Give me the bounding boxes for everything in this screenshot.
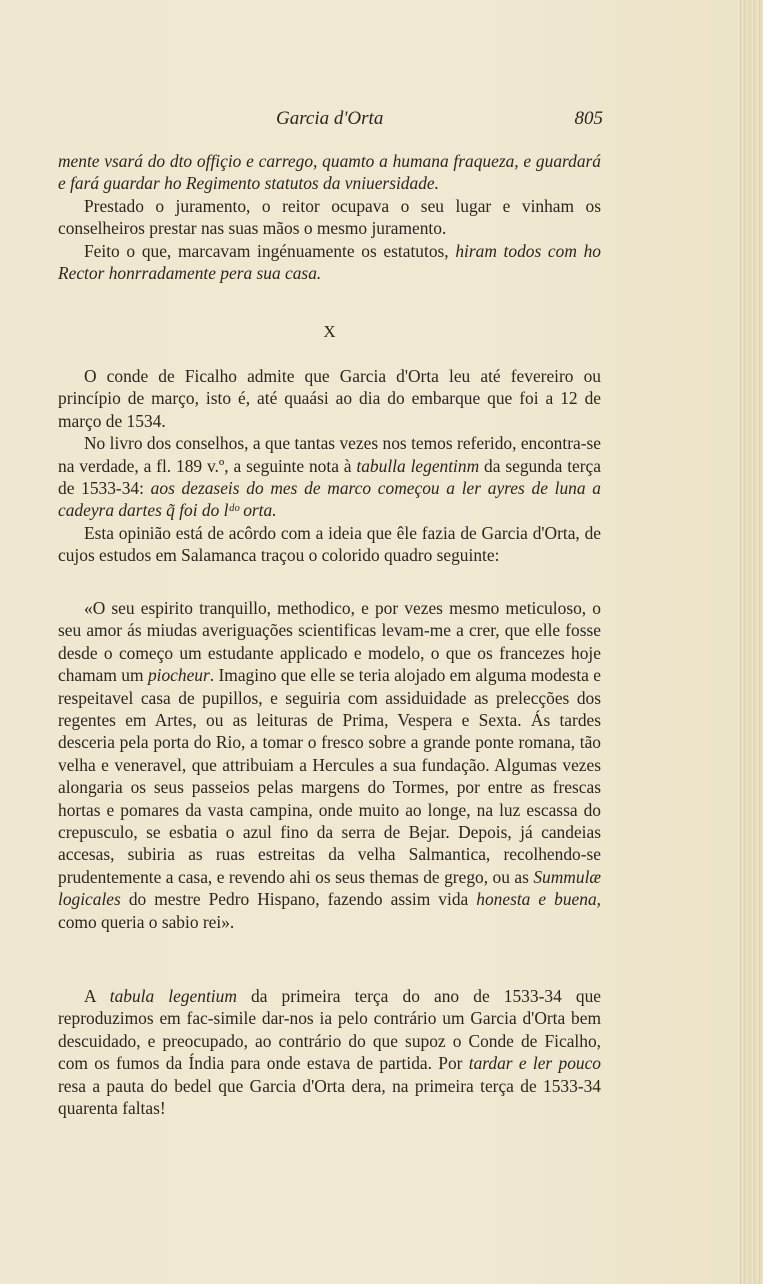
page-number: 805 — [574, 108, 603, 129]
paragraph-conselhos — [58, 432, 601, 522]
quote-text-b: . Imagino que elle se teria alojado em alguma modesta e respeitavel casa de pupillos, e seguiria com assiduidade as prelecções dos regentes em Artes, ou as leituras de Prima, Vespera e Sexta. Ás tardes desceria pela porta do Rio, a tomar o fresco sobre a grande ponte romana, tão velha e veneravel, que attribuiam a Hercules a sua fundação. Algumas vezes alongaria os seus passeios pelas margens do Tormes, por entre as frescas hortas e pomares da vasta campina, onde muito ao longe, na luz escassa do crepusculo, se esbatia o azul fino da serra de Bejar. Depois, já candeias accesas, subiria as ruas estreitas da velha Salmantica, recolhendo-se prudentemente a casa, e revendo ahi os seus themas de grego, ou as — [58, 665, 601, 887]
page-edge — [740, 0, 763, 1284]
text-block-3 — [58, 985, 601, 1119]
statutes-text: Feito o que, marcavam ingénuamente os estatutos, — [84, 240, 456, 261]
paragraph-oath: Prestado o juramento, o reitor ocupava o seu lugar e vinham os conselheiros prestar nas suas mãos o mesmo juramento. — [58, 195, 601, 239]
quote-text-d: como queria o sabio rei». — [58, 911, 235, 932]
conselhos-text-a: No livro dos conselhos, a que tantas vezes nos temos referido, encontra-se na verdade, a fl. 189 v.º, a seguinte nota à — [58, 433, 601, 476]
text-block-1 — [58, 150, 601, 284]
quote-text-a: «O seu espirito tranquillo, methodico, e por vezes mesmo meticuloso, o seu amor ás miudas averiguações scientificas levam-me a crer, que elle fosse desde o começo um estudante applicado e modelo, o que os francezes hoje chamam um — [58, 598, 601, 686]
conselhos-italic-a: tabulla legentinm — [356, 455, 480, 476]
quote-paragraph — [58, 597, 601, 933]
section-heading: X — [323, 322, 336, 341]
quote-text-c: do mestre Pedro Hispano, fazendo assim vida — [120, 889, 477, 910]
paragraph-opiniao: Esta opinião está de acôrdo com a ideia que êle fazia de Garcia d'Orta, de cujos estudos em Salamanca traçou o colorido quadro seguinte: — [58, 522, 601, 566]
tabula-italic-b: tardar e ler pouco — [468, 1053, 602, 1074]
running-head-title: Garcia d'Orta — [276, 108, 384, 129]
quote-italic-b: Summulæ logicales — [58, 866, 601, 910]
block-quote — [58, 597, 601, 933]
tabula-text-a: A — [84, 986, 110, 1006]
tabula-text-c: resa a pauta do bedel que Garcia d'Orta dera, na primeira terça de 1533-34 quarenta faltas! — [58, 1075, 601, 1119]
running-head — [58, 108, 603, 136]
conselhos-text-b: da segunda terça de 1533-34: — [58, 455, 601, 499]
statutes-italic: hiram todos com ho Rector honrradamente pera sua casa. — [58, 240, 601, 284]
quote-italic-a: piocheur — [147, 665, 210, 686]
paragraph-ficalho: O conde de Ficalho admite que Garcia d'Orta leu até fevereiro ou princípio de março, isto é, até quaási ao dia do embarque que foi a 12 de março de 1534. — [58, 366, 601, 431]
tabula-italic-a: tabula legentium — [109, 986, 237, 1006]
quote-italic-c: honesta e buena, — [476, 889, 601, 910]
paragraph-tabula — [58, 985, 601, 1119]
tabula-text-b: da primeira terça do ano de 1533-34 que reproduzimos em fac-simile dar-nos ia pelo contrário um Garcia d'Orta bem descuidado, e preocupado, ao contrário do que supoz o Conde de Ficalho, com os fumos da Índia para onde estava de partida. Por — [58, 986, 601, 1074]
conselhos-italic-b: aos dezaseis do mes de marco começou a ler ayres de luna a cadeyra dartes q̃ foi do lᵈᵒ orta. — [58, 478, 601, 521]
statute-quote: mente vsará do dto offiçio e carrego, quamto a humana fraqueza, e guardará e fará guardar ho Regimento statutos da vniuersidade. — [58, 151, 601, 194]
paragraph-statutes — [58, 240, 601, 285]
text-block-2 — [58, 365, 601, 567]
